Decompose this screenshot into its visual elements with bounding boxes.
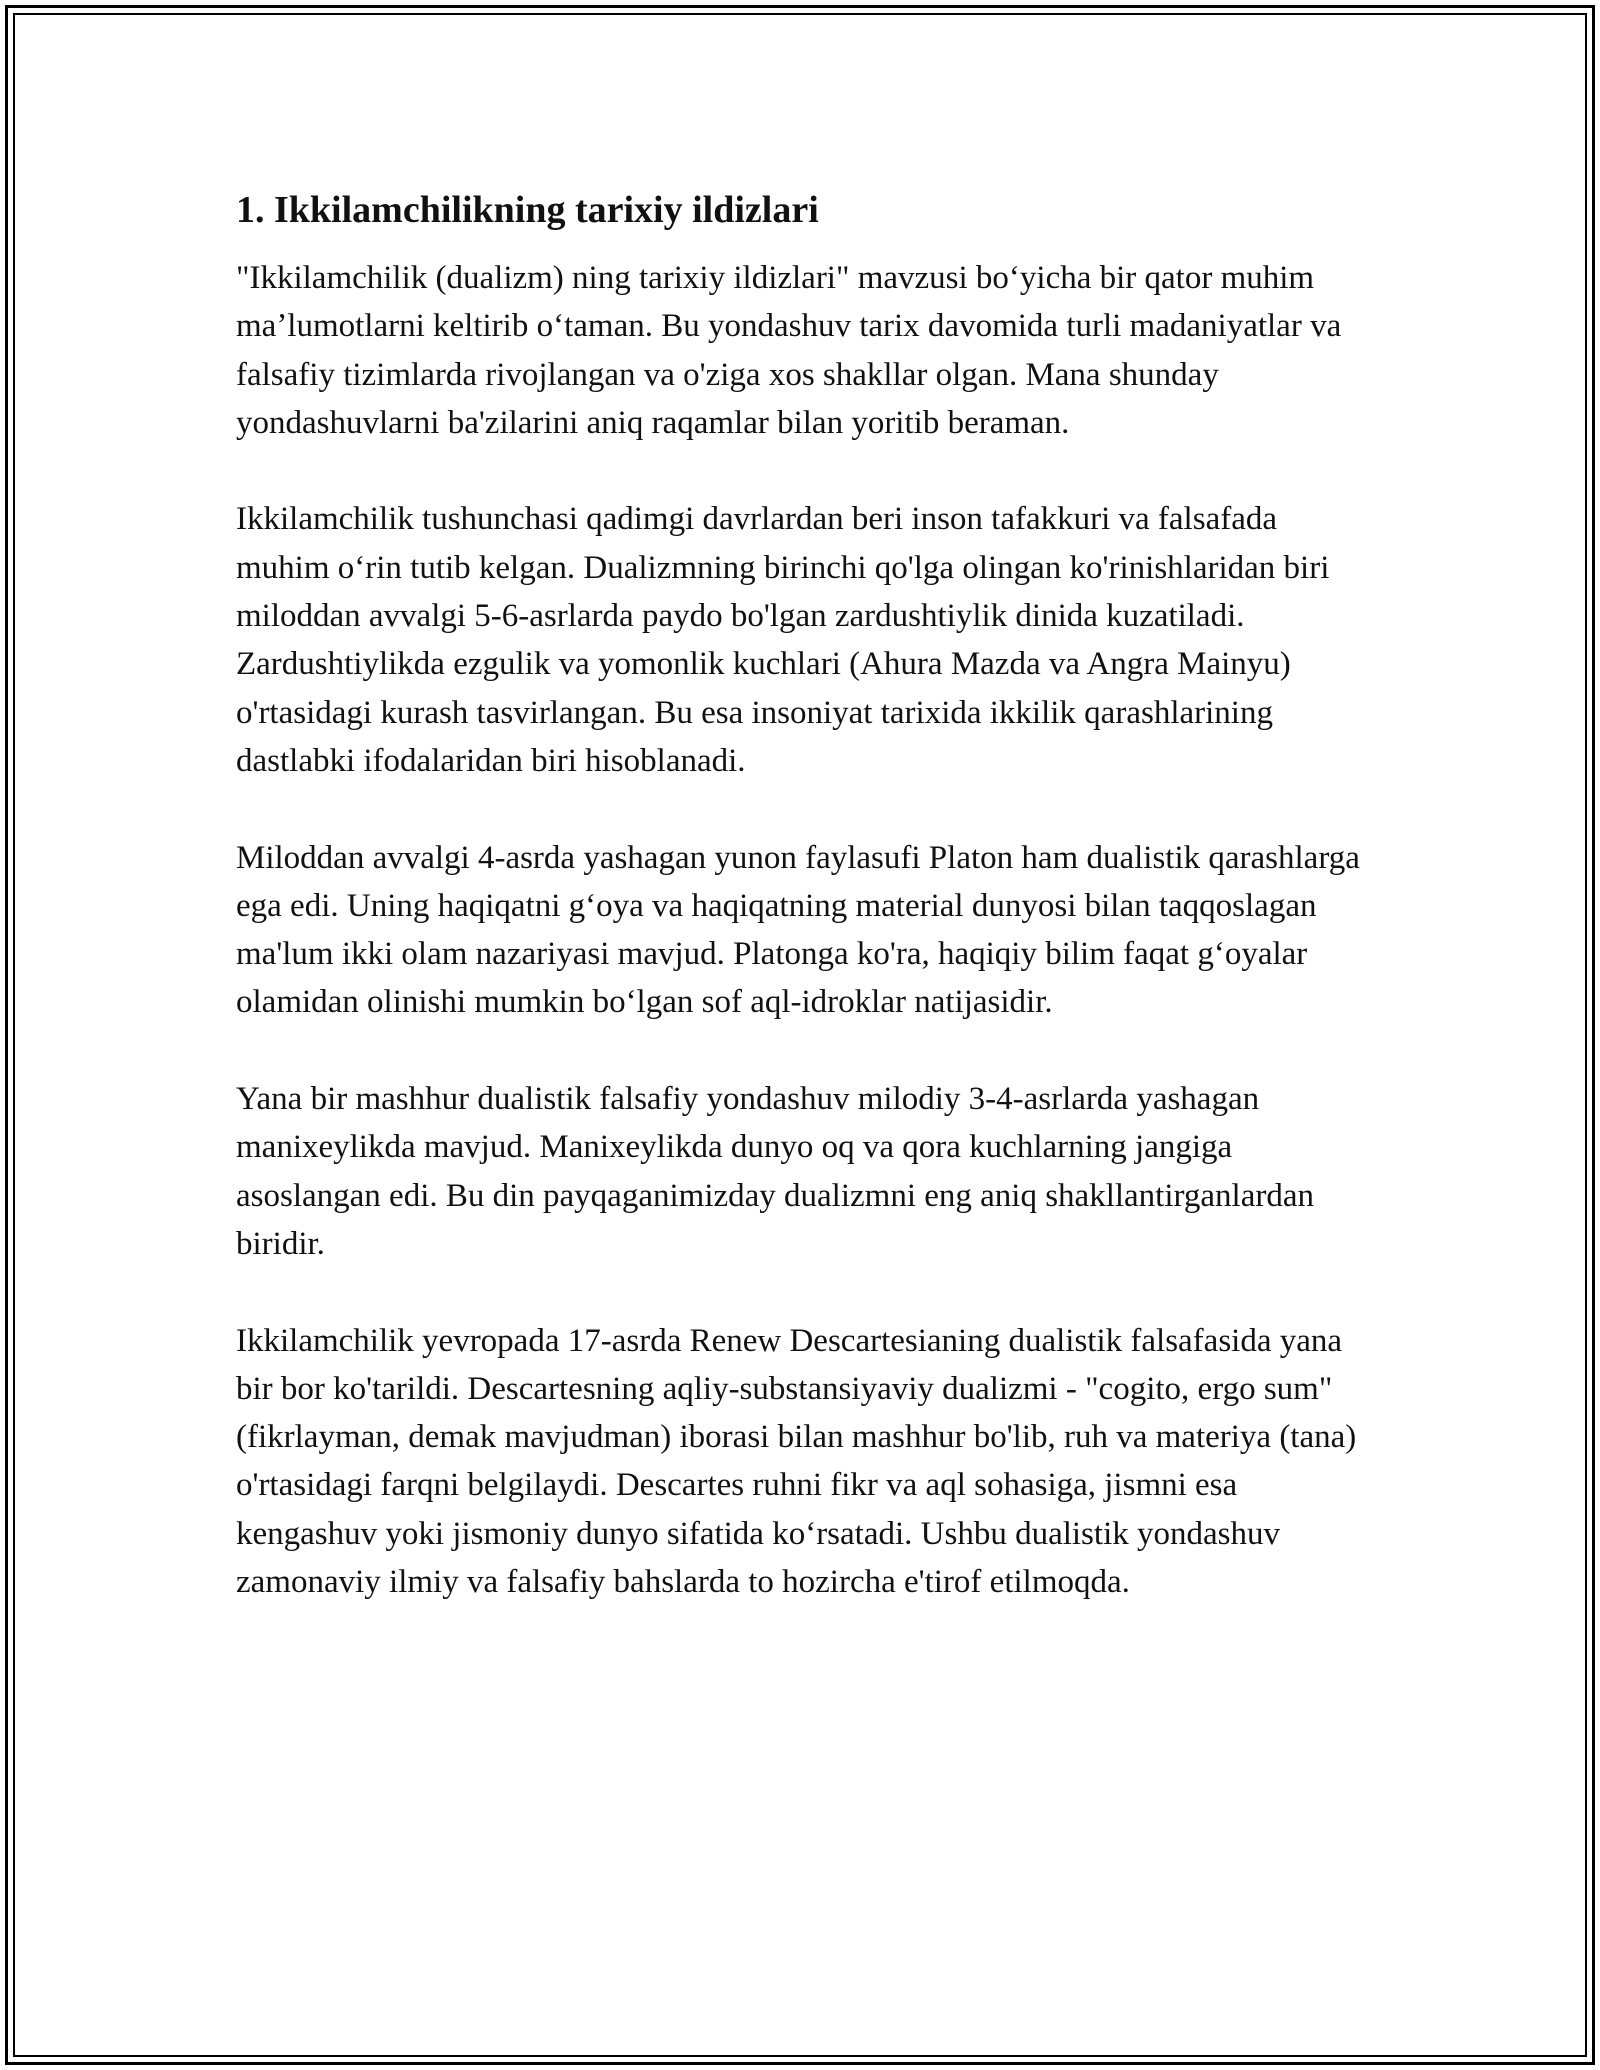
document-body — [236, 186, 1366, 1655]
section-heading: 1. Ikkilamchilikning tarixiy ildizlari — [236, 189, 819, 231]
paragraph-zoroastrianism: Ikkilamchilik tushunchasi qadimgi davrlardan beri inson tafakkuri va falsafada muhim oʻrin tutib kelgan. Dualizmning birinchi qo'lga olingan ko'rinishlaridan biri miloddan avvalgi 5-6-asrlarda paydo bo'lgan zardushtiylik dinida kuzatiladi. Zardushtiylikda ezgulik va yomonlik kuchlari (Ahura Mazda va Angra Mainyu) o'rtasidagi kurash tasvirlangan. Bu esa insoniyat tarixida ikkilik qarashlarining dastlabki ifodalaridan biri hisoblanadi. — [236, 501, 1330, 779]
paragraph-plato: Miloddan avvalgi 4-asrda yashagan yunon faylasufi Platon ham dualistik qarashlarga ega edi. Uning haqiqatni gʻoya va haqiqatning material dunyosi bilan taqqoslagan ma'lum ikki olam nazariyasi mavjud. Platonga ko'ra, haqiqiy bilim faqat gʻoyalar olamidan olinishi mumkin boʻlgan sof aql-idroklar natijasidir. — [236, 839, 1360, 1021]
paragraph-intro: "Ikkilamchilik (dualizm) ning tarixiy ildizlari" mavzusi boʻyicha bir qator muhim maʼlumotlarni keltirib oʻtaman. Bu yondashuv tarix davomida turli madaniyatlar va falsafiy tizimlarda rivojlangan va o'ziga xos shakllar olgan. Mana shunday yondashuvlarni ba'zilarini aniq raqamlar bilan yoritib beraman. — [236, 260, 1342, 441]
paragraph-descartes: Ikkilamchilik yevropada 17-asrda Renew Descartesianing dualistik falsafasida yana bir bor ko'tarildi. Descartesning aqliy-substansiyaviy dualizmi - "cogito, ergo sum" (fikrlayman, demak mavjudman) iborasi bilan mashhur bo'lib, ruh va materiya (tana) o'rtasidagi farqni belgilaydi. Descartes ruhni fikr va aql sohasiga, jismni esa kengashuv yoki jismoniy dunyo sifatida koʻrsatadi. Ushbu dualistik yondashuv zamonaviy ilmiy va falsafiy bahslarda to hozircha e'tirof etilmoqda. — [236, 1322, 1357, 1601]
paragraph-manichaeism: Yana bir mashhur dualistik falsafiy yondashuv milodiy 3-4-asrlarda yashagan manixeylikda mavjud. Manixeylikda dunyo oq va qora kuchlarning jangiga asoslangan edi. Bu din payqaganimizday dualizmni eng aniq shakllantirganlardan biridir. — [236, 1081, 1315, 1262]
